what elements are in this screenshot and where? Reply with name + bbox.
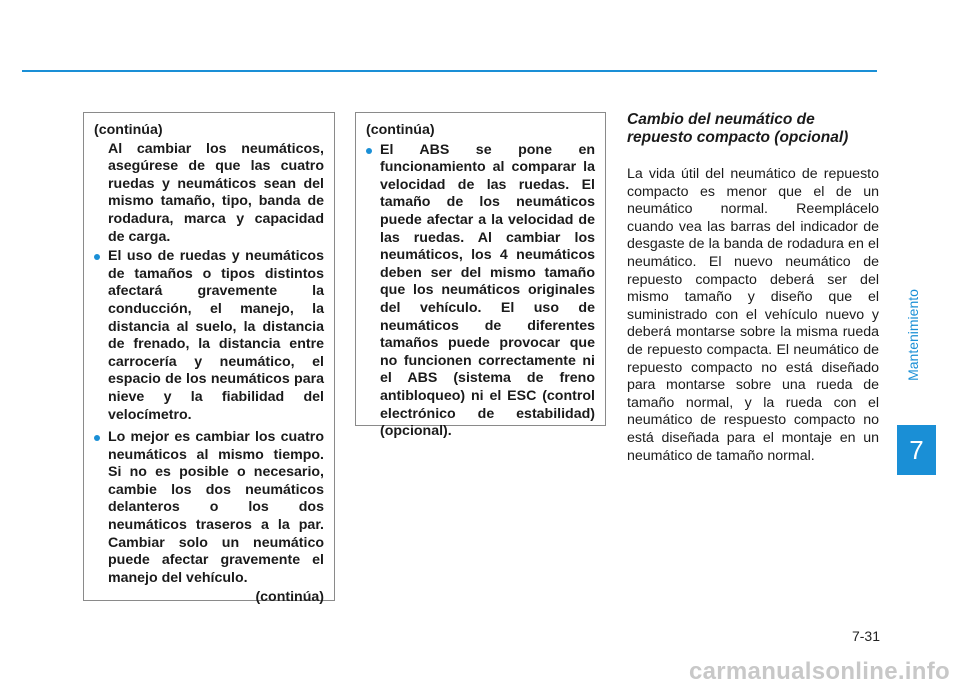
- list-item: [94, 429, 324, 587]
- section-title: Cambio del neumático de repuesto compacto (opcional): [627, 111, 849, 146]
- caution-box-middle: [355, 112, 606, 440]
- list-item-text: Lo mejor es cambiar los cuatro neumáticos al mismo tiempo. Si no es posible o necesario, cambie los dos neumáticos delanteros o los dos neumáticos traseros a la par. Cambiar solo un neumático puede afectar gravemente el manejo del vehículo.: [108, 429, 324, 586]
- continued-label-top: (continúa): [366, 122, 435, 138]
- chapter-side-label: [898, 250, 928, 420]
- chapter-side-label-text: Mantenimiento: [905, 289, 922, 381]
- chapter-tab: [897, 425, 936, 475]
- list-item: [366, 142, 595, 441]
- list-item-text: El uso de ruedas y neumáticos de tamaños o tipos distintos afectará gravemente la conducción, el manejo, la distancia al suelo, la distancia de frenado, la distancia entre carrocería y neumático, el espacio de los neumáticos para nieve y la fiabilidad del velocímetro.: [108, 248, 324, 423]
- chapter-number: 7: [909, 434, 924, 465]
- page-number: 7-31: [851, 628, 880, 644]
- list-item: [94, 248, 324, 424]
- section-body-text: La vida útil del neumático de repuesto compacto es menor que el de un neumático normal. Reemplácelo cuando vea las barras del indicador de desgaste de la banda de rodadura en el neumático. El nuevo neumático de repuesto compacto deberá ser del mismo tamaño y diseño que el suministrado con el vehículo nuevo y deberá montarse sobre la misma rueda de repuesto compacta. El neumático de repuesto compacto no está diseñado para montarse sobre una rueda de tamaño normal, y la rueda con el neumático de respuesto compacto no está diseñada para el montaje en un neumático de tamaño normal.: [627, 166, 879, 464]
- header-rule: [22, 70, 877, 72]
- continued-label-bottom: (continúa): [255, 589, 324, 606]
- caution-intro-text: Al cambiar los neumáticos, asegúrese de que las cuatro ruedas y neumáticos sean del mismo tamaño, tipo, banda de rodadura, marca y capacidad de carga.: [108, 140, 324, 245]
- caution-box-left: [83, 112, 335, 606]
- watermark: carmanualsonline.info: [688, 658, 950, 685]
- bullet-dot-icon: [94, 254, 100, 260]
- continued-label-top: (continúa): [94, 122, 163, 138]
- bullet-dot-icon: [94, 435, 100, 441]
- list-item-text: El ABS se pone en funcionamiento al comparar la velocidad de las ruedas. El tamaño de los neumáticos puede afectar a la velocidad de las ruedas. Al cambiar los neumáticos, los 4 neumáticos deben ser del mismo tamaño que los neumáticos originales del vehículo. El uso de neumáticos de diferentes tamaños puede provocar que no funcionen correctamente ni el ABS (sistema de freno antibloqueo) ni el ESC (control electrónico de estabilidad) (opcional).: [380, 141, 595, 440]
- bullet-dot-icon: [366, 148, 372, 154]
